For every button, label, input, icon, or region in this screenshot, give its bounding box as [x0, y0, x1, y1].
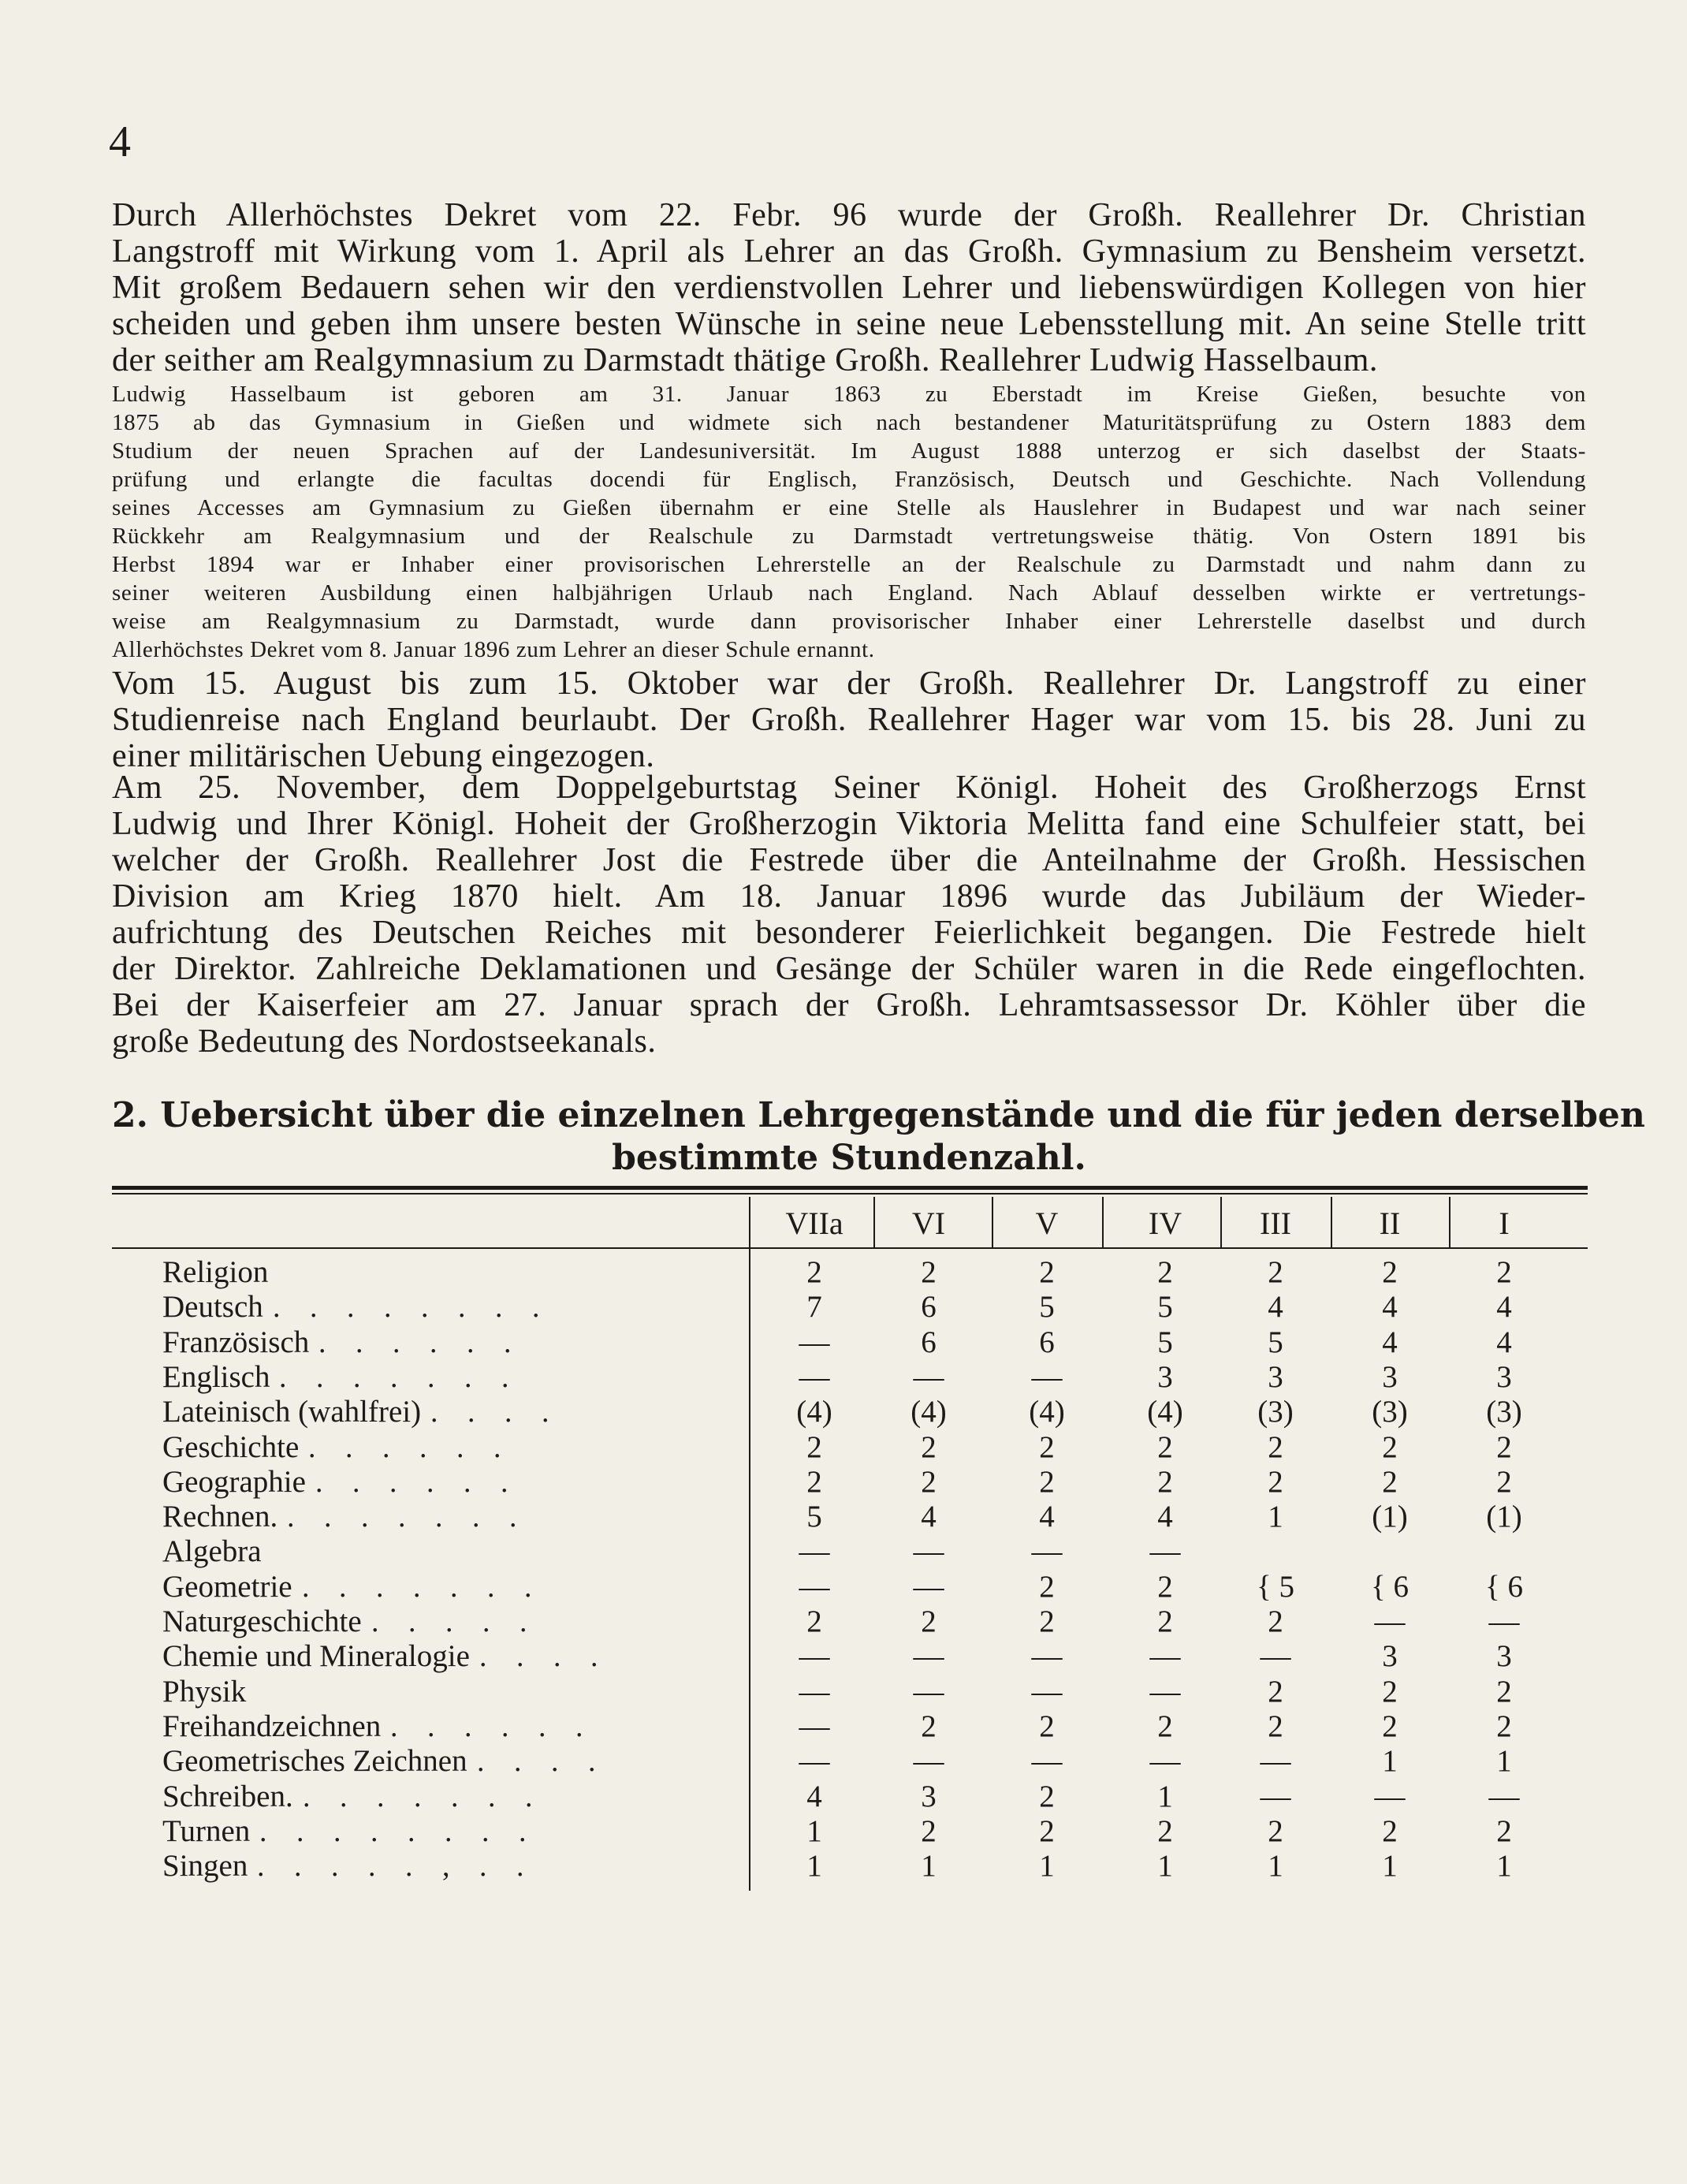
paragraph-celebrations — [112, 770, 1586, 1060]
column-header: V — [1035, 1206, 1059, 1241]
hours-cell: 2 — [1157, 1709, 1173, 1743]
page-number: 4 — [109, 117, 131, 166]
hours-cell: — — [799, 1359, 830, 1394]
p1-line: scheiden und geben ihm unsere besten Wünsche in seine neue Lebensstellung mit. An seine Stelle tritt — [112, 306, 1586, 342]
leader-dots: . . . . — [477, 1745, 607, 1779]
leader-dots: . . . . . . . — [287, 1500, 528, 1534]
hours-cell: 2 — [1039, 1429, 1055, 1464]
section-heading-line1: 2. Uebersicht über die einzelnen Lehrgegenstände und die für jeden derselben — [112, 1095, 1645, 1135]
hours-cell: — — [799, 1639, 830, 1674]
leader-dots: . . . . . . — [315, 1465, 520, 1499]
hours-cell: 3 — [1496, 1359, 1512, 1394]
leader-dots: . . . . . . . — [279, 1360, 520, 1394]
p3-line: Division am Krieg 1870 hielt. Am 18. Januar 1896 wurde das Jubiläum der Wieder- — [112, 878, 1586, 915]
table-row — [112, 1780, 1588, 1814]
hours-cell: 2 — [1496, 1674, 1512, 1709]
bio-line: seines Accesses am Gymnasium zu Gießen übernahm er eine Stelle als Hauslehrer in Budapest und war nach seiner — [112, 495, 1586, 520]
p3-line: große Bedeutung des Nordostseekanals. — [112, 1023, 657, 1060]
header-bottom-rule — [112, 1247, 1588, 1249]
hours-cell: 3 — [1157, 1359, 1173, 1394]
hours-cell: 4 — [1268, 1290, 1283, 1325]
hours-cell: — — [1149, 1639, 1181, 1674]
leader-dots: . . . . — [430, 1396, 560, 1429]
hours-cell: 2 — [921, 1604, 937, 1638]
p1-line: Mit großem Bedauern sehen wir den verdienstvollen Lehrer und liebenswürdigen Kollegen von hier — [112, 270, 1586, 306]
hours-cell: 1 — [806, 1849, 822, 1884]
hours-cell: 2 — [1039, 1569, 1055, 1604]
p1-line: Langstroff mit Wirkung vom 1. April als Lehrer an das Großh. Gymnasium zu Bensheim versetzt. — [112, 233, 1586, 270]
leader-dots: . . . . . . — [318, 1325, 523, 1359]
hours-cell: 2 — [1496, 1813, 1512, 1848]
subject-name: Singen — [162, 1849, 248, 1884]
hours-cell: 2 — [1268, 1674, 1283, 1709]
hours-cell: 2 — [1382, 1674, 1398, 1709]
section-heading — [112, 1094, 1645, 1180]
p1-line: Durch Allerhöchstes Dekret vom 22. Febr. 96 wurde der Großh. Reallehrer Dr. Christian — [112, 197, 1586, 233]
hours-cell: 2 — [1496, 1429, 1512, 1464]
hours-cell: 1 — [1382, 1849, 1398, 1884]
subject-name: Algebra — [162, 1534, 262, 1569]
paragraph-leave — [112, 665, 1586, 774]
hours-cell: 5 — [1039, 1290, 1055, 1325]
subject-name: Rechnen. — [162, 1500, 278, 1534]
hours-cell: (1) — [1372, 1500, 1408, 1534]
hours-cell: — — [1260, 1639, 1291, 1674]
hours-cell: — — [799, 1674, 830, 1709]
hours-cell: — — [1374, 1604, 1406, 1638]
leader-dots: . . . . . . — [308, 1430, 512, 1464]
subject-name: Geographie — [162, 1464, 306, 1499]
hours-cell: — — [1260, 1779, 1291, 1813]
bio-line: Allerhöchstes Dekret vom 8. Januar 1896 zum Lehrer an dieser Schule ernannt. — [112, 637, 875, 662]
column-header: II — [1379, 1206, 1401, 1241]
hours-cell: 1 — [1157, 1849, 1173, 1884]
bio-line: prüfung und erlangte die facultas docendi für Englisch, Französisch, Deutsch und Geschichte. Nach Vollendung — [112, 467, 1586, 492]
subject-name: Lateinisch (wahlfrei) — [162, 1395, 422, 1429]
hours-cell: 2 — [1268, 1813, 1283, 1848]
table-row — [112, 1360, 1588, 1395]
hours-cell: (4) — [796, 1395, 832, 1429]
table-row — [112, 1744, 1588, 1779]
hours-cell: — — [1031, 1639, 1063, 1674]
hours-cell: 5 — [1268, 1325, 1283, 1359]
table-row — [112, 1465, 1588, 1500]
hours-cell: 2 — [1382, 1709, 1398, 1743]
hours-cell: 2 — [806, 1604, 822, 1638]
hours-cell: 5 — [806, 1500, 822, 1534]
hours-cell: — — [913, 1569, 944, 1604]
table-row — [112, 1604, 1588, 1639]
hours-cell: — — [1149, 1674, 1181, 1709]
hours-cell: 2 — [1157, 1569, 1173, 1604]
hours-cell: — — [1488, 1604, 1520, 1638]
leader-dots: . . . . . . . — [303, 1780, 544, 1813]
hours-cell: (4) — [911, 1395, 947, 1429]
paragraph-biography — [112, 380, 1586, 664]
hours-cell: — — [1488, 1779, 1520, 1813]
p1-line: der seither am Realgymnasium zu Darmstadt thätige Großh. Reallehrer Ludwig Hasselbaum. — [112, 342, 1378, 378]
table-row — [112, 1849, 1588, 1884]
hours-cell: 2 — [1268, 1464, 1283, 1499]
p3-line: aufrichtung des Deutschen Reiches mit besonderer Feierlichkeit begangen. Die Festrede hielt — [112, 915, 1586, 951]
hours-cell: 2 — [1157, 1604, 1173, 1638]
hours-cell: (4) — [1147, 1395, 1183, 1429]
subject-name: Physik — [162, 1674, 247, 1709]
bio-line: Ludwig Hasselbaum ist geboren am 31. Januar 1863 zu Eberstadt im Kreise Gießen, besuchte von — [112, 382, 1586, 407]
hours-cell: 4 — [921, 1500, 937, 1534]
hours-cell: 4 — [1157, 1500, 1173, 1534]
hours-cell: 4 — [1382, 1325, 1398, 1359]
table-row — [112, 1255, 1588, 1290]
hours-cell: 4 — [1382, 1290, 1398, 1325]
hours-cell: 6 — [921, 1290, 937, 1325]
hours-cell: 2 — [921, 1464, 937, 1499]
hours-cell: 2 — [1268, 1604, 1283, 1638]
table-row — [112, 1570, 1588, 1604]
subject-name: Geschichte — [162, 1429, 300, 1464]
hours-cell: 2 — [921, 1429, 937, 1464]
subject-name: Religion — [162, 1255, 269, 1289]
hours-cell: — — [799, 1569, 830, 1604]
hours-cell: 1 — [1268, 1500, 1283, 1534]
hours-cell: — — [1031, 1534, 1063, 1569]
leader-dots: . . . . — [479, 1640, 609, 1674]
bio-line: seiner weiteren Ausbildung einen halbjährigen Urlaub nach England. Nach Ablauf desselben wirkte er vertretungs- — [112, 580, 1586, 606]
subject-name: Schreiben. — [162, 1779, 293, 1813]
column-header: VI — [911, 1206, 946, 1241]
hours-cell: 2 — [1382, 1813, 1398, 1848]
column-header: VIIa — [785, 1206, 844, 1241]
leader-dots: . . . . . . . — [302, 1570, 543, 1604]
hours-cell: 2 — [1039, 1813, 1055, 1848]
hours-cell: 1 — [1268, 1849, 1283, 1884]
subject-name: Chemie und Mineralogie — [162, 1639, 470, 1674]
p3-line: welcher der Großh. Reallehrer Jost die Festrede über die Anteilnahme der Großh. Hessischen — [112, 842, 1586, 878]
table-row — [112, 1325, 1588, 1360]
hours-cell: 7 — [806, 1290, 822, 1325]
hours-cell: 3 — [1382, 1359, 1398, 1394]
subject-name: Geometrisches Zeichnen — [162, 1744, 467, 1779]
bio-line: Herbst 1894 war er Inhaber einer provisorischen Lehrerstelle an der Realschule zu Darmstadt und nahm dann zu — [112, 552, 1586, 577]
hours-cell: 3 — [921, 1779, 937, 1813]
leader-dots: . . . . . . — [390, 1709, 594, 1743]
hours-cell: — — [1031, 1744, 1063, 1779]
table-top-rule-thin — [112, 1193, 1588, 1194]
hours-cell: — — [913, 1639, 944, 1674]
hours-cell: — — [799, 1744, 830, 1779]
table-row — [112, 1814, 1588, 1849]
bio-line: 1875 ab das Gymnasium in Gießen und widmete sich nach bestandener Maturitätsprüfung zu Ostern 1883 dem — [112, 410, 1586, 435]
p3-line: Bei der Kaiserfeier am 27. Januar sprach der Großh. Lehramtsassessor Dr. Köhler über die — [112, 987, 1586, 1023]
hours-cell: 4 — [806, 1779, 822, 1813]
subject-name: Geometrie — [162, 1569, 292, 1604]
hours-cell: — — [1031, 1359, 1063, 1394]
column-header: IV — [1148, 1206, 1182, 1241]
hours-cell: (3) — [1486, 1395, 1522, 1429]
hours-cell: 4 — [1039, 1500, 1055, 1534]
hours-cell: 2 — [1039, 1709, 1055, 1743]
hours-cell: 1 — [806, 1813, 822, 1848]
p2-line: Vom 15. August bis zum 15. Oktober war der Großh. Reallehrer Dr. Langstroff zu einer — [112, 665, 1586, 702]
table-row — [112, 1395, 1588, 1429]
section-heading-line2: bestimmte Stundenzahl. — [612, 1138, 1086, 1178]
bio-line: weise am Realgymnasium zu Darmstadt, wurde dann provisorischer Inhaber einer Lehrerstelle daselbst und durch — [112, 609, 1586, 634]
p3-line: Ludwig und Ihrer Königl. Hoheit der Großherzogin Viktoria Melitta fand eine Schulfeier statt, bei — [112, 806, 1586, 842]
table-row — [112, 1290, 1588, 1325]
hours-cell: 2 — [1157, 1429, 1173, 1464]
p2-line: einer militärischen Uebung eingezogen. — [112, 738, 655, 774]
hours-cell: — — [1149, 1744, 1181, 1779]
hours-cell: 1 — [1039, 1849, 1055, 1884]
leader-dots: . . . . . , . . — [257, 1850, 535, 1884]
hours-cell: 2 — [1157, 1255, 1173, 1289]
hours-cell: 2 — [1157, 1464, 1173, 1499]
hours-cell: 1 — [1496, 1849, 1512, 1884]
p2-line: Studienreise nach England beurlaubt. Der Großh. Reallehrer Hager war vom 15. bis 28. Juni zu — [112, 702, 1586, 738]
hours-cell: — — [799, 1325, 830, 1359]
hours-cell: 1 — [1382, 1744, 1398, 1779]
table-row — [112, 1675, 1588, 1709]
table-row — [112, 1500, 1588, 1534]
hours-cell: — — [913, 1744, 944, 1779]
leader-dots: . . . . . . . . — [259, 1814, 538, 1848]
hours-cell: 2 — [1496, 1709, 1512, 1743]
column-header: I — [1499, 1206, 1510, 1241]
hours-cell: 2 — [1268, 1255, 1283, 1289]
hours-cell: 2 — [1382, 1429, 1398, 1464]
hours-cell: (4) — [1029, 1395, 1065, 1429]
hours-cell: 2 — [1496, 1464, 1512, 1499]
column-header: III — [1260, 1206, 1291, 1241]
hours-cell: 2 — [1039, 1604, 1055, 1638]
hours-cell: 2 — [1382, 1255, 1398, 1289]
bio-line: Rückkehr am Realgymnasium und der Realschule zu Darmstadt vertretungsweise thätig. Von Ostern 1891 bis — [112, 524, 1586, 549]
hours-cell: 2 — [806, 1464, 822, 1499]
hours-cell: 2 — [806, 1429, 822, 1464]
hours-cell: 4 — [1496, 1290, 1512, 1325]
subject-name: Englisch — [162, 1359, 270, 1394]
bio-line: Studium der neuen Sprachen auf der Landesuniversität. Im August 1888 unterzog er sich daselbst der Staats- — [112, 438, 1586, 464]
hours-cell: — — [913, 1674, 944, 1709]
table-row — [112, 1709, 1588, 1744]
hours-cell: 2 — [1496, 1255, 1512, 1289]
leader-dots: . . . . . — [371, 1605, 538, 1638]
hours-cell: 2 — [1039, 1464, 1055, 1499]
table-row — [112, 1534, 1588, 1569]
hours-cell: 2 — [1157, 1813, 1173, 1848]
hours-cell: 1 — [921, 1849, 937, 1884]
hours-cell: 5 — [1157, 1325, 1173, 1359]
hours-cell: 2 — [1039, 1779, 1055, 1813]
hours-cell: 1 — [1157, 1779, 1173, 1813]
table-top-rule-thick — [112, 1186, 1588, 1190]
hours-cell: — — [1260, 1744, 1291, 1779]
hours-cell: 4 — [1496, 1325, 1512, 1359]
hours-cell: 1 — [1496, 1744, 1512, 1779]
hours-cell: — — [913, 1359, 944, 1394]
hours-cell: 3 — [1496, 1639, 1512, 1674]
table-row — [112, 1430, 1588, 1465]
hours-cell: 2 — [1039, 1255, 1055, 1289]
hours-cell: 2 — [1268, 1709, 1283, 1743]
hours-cell: 2 — [921, 1255, 937, 1289]
hours-cell: { 6 — [1485, 1569, 1523, 1604]
hours-cell: 2 — [921, 1709, 937, 1743]
hours-cell: — — [1374, 1779, 1406, 1813]
subject-name: Französisch — [162, 1325, 310, 1359]
leader-dots: . . . . . . . . — [273, 1291, 551, 1325]
hours-cell: 6 — [921, 1325, 937, 1359]
paragraph-transfer — [112, 197, 1586, 378]
subject-name: Freihandzeichnen — [162, 1709, 382, 1743]
hours-cell: — — [1149, 1534, 1181, 1569]
hours-cell: 5 — [1157, 1290, 1173, 1325]
p3-line: der Direktor. Zahlreiche Deklamationen und Gesänge der Schüler waren in die Rede eingeflochten. — [112, 951, 1586, 987]
hours-cell: — — [913, 1534, 944, 1569]
hours-cell: 3 — [1268, 1359, 1283, 1394]
hours-cell: (3) — [1257, 1395, 1294, 1429]
hours-cell: — — [799, 1709, 830, 1743]
subject-name: Turnen — [162, 1813, 251, 1848]
hours-cell: 2 — [921, 1813, 937, 1848]
p3-line: Am 25. November, dem Doppelgeburtstag Seiner Königl. Hoheit des Großherzogs Ernst — [112, 770, 1586, 806]
hours-cell: 2 — [806, 1255, 822, 1289]
subject-name: Naturgeschichte — [162, 1604, 362, 1638]
hours-cell: { 6 — [1371, 1569, 1409, 1604]
hours-cell: (3) — [1372, 1395, 1408, 1429]
hours-cell: 6 — [1039, 1325, 1055, 1359]
hours-cell: (1) — [1486, 1500, 1522, 1534]
hours-cell: — — [1031, 1674, 1063, 1709]
hours-cell: 3 — [1382, 1639, 1398, 1674]
table-row — [112, 1639, 1588, 1674]
hours-cell: 2 — [1268, 1429, 1283, 1464]
hours-cell: 2 — [1382, 1464, 1398, 1499]
hours-cell: { 5 — [1257, 1569, 1294, 1604]
subject-name: Deutsch — [162, 1290, 263, 1325]
hours-cell: — — [799, 1534, 830, 1569]
